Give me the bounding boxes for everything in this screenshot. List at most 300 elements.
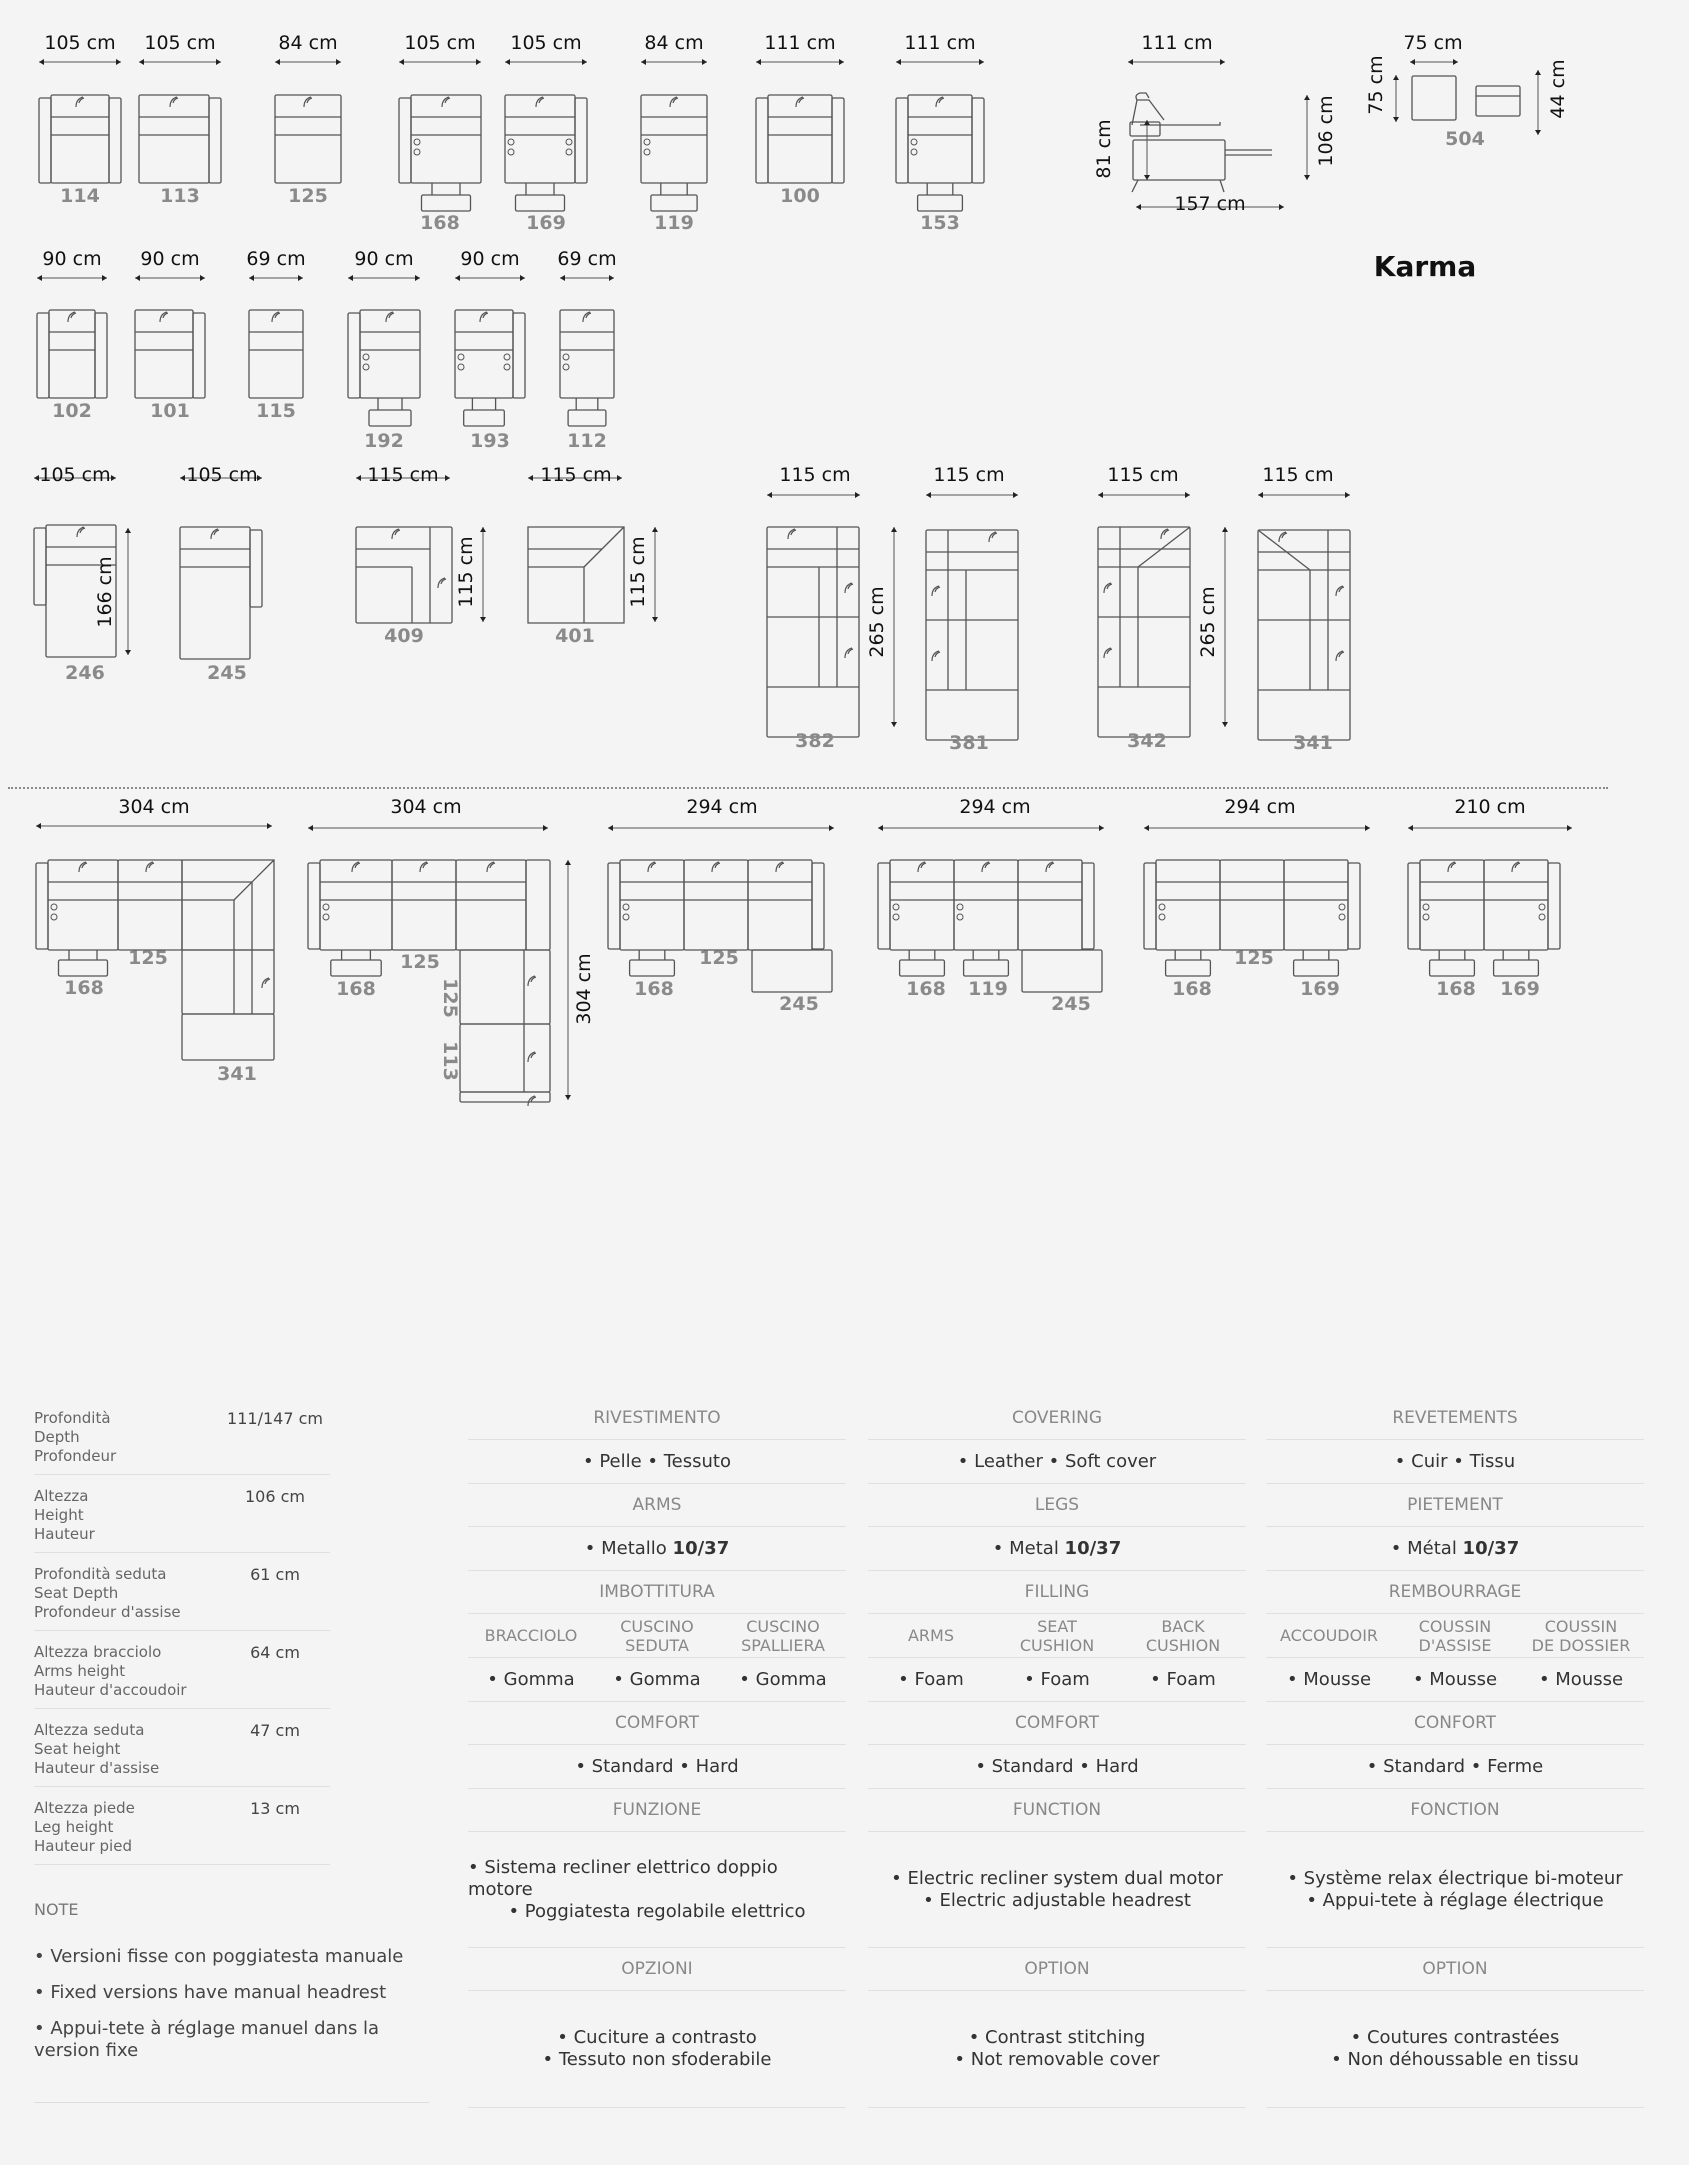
corner-arm <box>526 860 550 950</box>
module-code: 169 <box>526 212 566 234</box>
button-icon <box>1423 914 1429 920</box>
chaise-end <box>182 1014 274 1060</box>
armrest <box>1548 863 1560 949</box>
dimension-label: 210 cm <box>1454 796 1526 818</box>
spec-value: 61 cm <box>250 1565 300 1584</box>
column-italian <box>468 1397 846 2108</box>
covering-value: • Pelle • Tessuto <box>468 1440 846 1484</box>
module-code: 245 <box>1051 993 1091 1015</box>
headrest-icon <box>1104 648 1112 658</box>
module-code: 193 <box>470 430 510 452</box>
seat-module <box>890 860 954 950</box>
option-line-1: • Contrast stitching <box>968 2027 1146 2048</box>
dimension-label-vertical: 265 cm <box>866 586 888 658</box>
specs-table <box>34 1397 330 1865</box>
filling-subheaders <box>1266 1614 1644 1658</box>
module-code: 125 <box>1234 947 1274 969</box>
armrest <box>399 98 411 183</box>
filling-sub-seat: CUSCINO SEDUTA <box>620 1616 694 1655</box>
legs-material: • Métal <box>1390 1538 1463 1559</box>
spec-row <box>34 1631 330 1709</box>
spec-label: Altezza Height Hauteur <box>34 1487 95 1543</box>
button-icon <box>504 364 510 370</box>
spec-label: Profondità seduta Seat Depth Profondeur d'assise <box>34 1565 181 1621</box>
seat-module <box>135 310 193 398</box>
filling-arms-value: • Mousse <box>1286 1669 1372 1690</box>
armrest <box>39 98 51 183</box>
button-icon <box>1159 904 1165 910</box>
seat-module <box>48 860 118 950</box>
seat-module <box>51 95 109 183</box>
comfort-value: • Standard • Hard <box>868 1745 1246 1789</box>
module-code: 381 <box>949 732 989 754</box>
dimension-label: 157 cm <box>1174 193 1246 215</box>
spec-value: 47 cm <box>250 1721 300 1740</box>
spec-value: 111/147 cm <box>227 1409 323 1428</box>
covering-header: COVERING <box>868 1397 1246 1440</box>
notes-list <box>34 1946 404 2076</box>
dimension-label-vertical: 44 cm <box>1547 59 1569 119</box>
module-code: 125 <box>439 978 461 1018</box>
option-line-1: • Cuciture a contrasto <box>557 2027 757 2048</box>
dimension-label: 90 cm <box>140 248 200 270</box>
button-icon <box>911 139 917 145</box>
button-icon <box>957 914 963 920</box>
headrest-icon <box>989 532 997 542</box>
option-value <box>868 1991 1246 2108</box>
filling-values <box>468 1658 846 1702</box>
armrest <box>1408 863 1420 949</box>
headrest-icon <box>648 862 656 872</box>
footrest <box>568 410 606 426</box>
module-code: 341 <box>1293 732 1333 754</box>
module-code: 245 <box>779 993 819 1015</box>
module-code: 192 <box>364 430 404 452</box>
spec-row <box>34 1787 330 1865</box>
module-code: 113 <box>160 185 200 207</box>
filling-sub-back: CUSCINO SPALLIERA <box>741 1616 825 1655</box>
spec-value: 64 cm <box>250 1643 300 1662</box>
module-code: 246 <box>65 662 105 684</box>
seat-module <box>249 310 303 398</box>
button-icon <box>458 354 464 360</box>
corner-module <box>356 527 452 623</box>
filling-seat-value: • Mousse <box>1412 1669 1498 1690</box>
filling-arms-value: • Gomma <box>487 1669 575 1690</box>
armrest <box>1082 863 1094 949</box>
divider <box>34 2102 429 2103</box>
button-icon <box>893 904 899 910</box>
button-icon <box>51 914 57 920</box>
dimension-label-vertical: 265 cm <box>1197 586 1219 658</box>
headrest-icon <box>1161 529 1169 539</box>
seat-module <box>139 95 209 183</box>
module-code: 168 <box>336 978 376 1000</box>
spec-label: Profondità Depth Profondeur <box>34 1409 117 1465</box>
function-value <box>868 1832 1246 1948</box>
button-icon <box>1339 914 1345 920</box>
armrest <box>513 313 525 398</box>
filling-seat-value: • Foam <box>1024 1669 1090 1690</box>
module-code: 119 <box>654 212 694 234</box>
spec-value: 13 cm <box>250 1799 300 1818</box>
module-code: 168 <box>906 978 946 1000</box>
dimension-label-vertical: 166 cm <box>94 556 116 628</box>
dimension-label: 90 cm <box>42 248 102 270</box>
module-code: 168 <box>1436 978 1476 1000</box>
module-code: 168 <box>634 978 674 1000</box>
note-item: • Fixed versions have manual headrest <box>34 1982 387 2003</box>
dimension-label-vertical: 115 cm <box>455 536 477 608</box>
side-leg <box>1220 180 1224 192</box>
headrest-icon <box>304 97 312 107</box>
headrest-icon <box>1336 651 1344 661</box>
comfort-header: CONFORT <box>1266 1702 1644 1745</box>
headrest-icon <box>160 312 168 322</box>
dimension-label: 105 cm <box>144 32 216 54</box>
dimension-label: 105 cm <box>404 32 476 54</box>
button-icon <box>363 354 369 360</box>
dimension-label-vertical: 106 cm <box>1315 95 1337 167</box>
headrest-icon <box>712 862 720 872</box>
seat-module <box>505 95 575 183</box>
headrest-icon <box>932 651 940 661</box>
button-icon <box>458 364 464 370</box>
footrest <box>464 410 505 426</box>
legs-material: • Metallo <box>584 1538 673 1559</box>
button-icon <box>1423 904 1429 910</box>
button-icon <box>893 914 899 920</box>
headrest-icon <box>438 578 446 588</box>
armrest <box>34 528 46 605</box>
footrest <box>964 960 1009 976</box>
covering-value: • Leather • Soft cover <box>868 1440 1246 1484</box>
headrest-icon <box>845 583 853 593</box>
legs-code: 10/37 <box>672 1538 730 1559</box>
option-line-2: • Tessuto non sfoderabile <box>542 2049 772 2070</box>
headrest-icon <box>845 648 853 658</box>
footrest <box>900 960 945 976</box>
spec-row <box>34 1475 330 1553</box>
button-icon <box>644 139 650 145</box>
armrest <box>36 863 48 949</box>
dimension-label: 115 cm <box>1107 464 1179 486</box>
column-french <box>1266 1397 1644 2108</box>
filling-sub-arms: ARMS <box>907 1626 955 1645</box>
corner-diagonal <box>234 860 274 900</box>
footrest <box>1166 960 1211 976</box>
button-icon <box>563 354 569 360</box>
button-icon <box>623 914 629 920</box>
seat-module <box>460 1024 550 1092</box>
armrest <box>1144 863 1156 949</box>
headrest-icon <box>76 97 84 107</box>
dimension-label: 115 cm <box>367 464 439 486</box>
armrest <box>109 98 121 183</box>
headrest-icon <box>386 312 394 322</box>
module-code: 101 <box>150 400 190 422</box>
module-code: 125 <box>128 947 168 969</box>
option-value <box>468 1991 846 2108</box>
headrest-icon <box>528 976 536 986</box>
button-icon <box>957 904 963 910</box>
dimension-label: 111 cm <box>904 32 976 54</box>
button-icon <box>1539 914 1545 920</box>
headrest-icon <box>918 862 926 872</box>
module-code: 168 <box>420 212 460 234</box>
corner-chaise-outline <box>767 527 859 737</box>
seat-module <box>182 950 274 1014</box>
headrest-icon <box>932 586 940 596</box>
comfort-value: • Standard • Hard <box>468 1745 846 1789</box>
dimension-label: 294 cm <box>686 796 758 818</box>
spec-row <box>34 1397 330 1475</box>
module-code: 382 <box>795 730 835 752</box>
button-icon <box>323 904 329 910</box>
seat-module <box>620 860 684 950</box>
filling-sub-seat: SEAT CUSHION <box>1019 1616 1095 1655</box>
filling-arms-value: • Foam <box>898 1669 964 1690</box>
button-icon <box>323 914 329 920</box>
dimension-label: 115 cm <box>540 464 612 486</box>
function-line-2: • Appui-tete à réglage électrique <box>1306 1889 1604 1911</box>
spec-label: Altezza piede Leg height Hauteur pied <box>34 1799 135 1855</box>
corner-diagonal <box>584 527 624 567</box>
function-line-1: • Sistema recliner elettrico doppio motore <box>468 1856 778 1900</box>
legs-header: LEGS <box>868 1484 1246 1527</box>
headrest-icon <box>583 312 591 322</box>
module-code: 125 <box>400 951 440 973</box>
dimension-label: 105 cm <box>39 464 111 486</box>
comfort-header: COMFORT <box>868 1702 1246 1745</box>
headrest-icon <box>528 1096 536 1106</box>
button-icon <box>363 364 369 370</box>
seat-module <box>118 860 182 950</box>
button-icon <box>504 354 510 360</box>
option-line-1: • Coutures contrastées <box>1350 2027 1560 2048</box>
dimension-label: 90 cm <box>460 248 520 270</box>
dimension-label-vertical: 115 cm <box>627 536 649 608</box>
filling-sub-back: COUSSIN DE DOSSIER <box>1531 1616 1631 1655</box>
module-code: 401 <box>555 625 595 647</box>
armrest <box>896 98 908 183</box>
filling-values <box>1266 1658 1644 1702</box>
filling-sub-arms: BRACCIOLO <box>484 1626 578 1645</box>
dimension-label: 294 cm <box>959 796 1031 818</box>
filling-seat-value: • Gomma <box>613 1669 701 1690</box>
option-line-2: • Non déhoussable en tissu <box>1331 2049 1579 2070</box>
footrest <box>369 410 411 426</box>
button-icon <box>566 139 572 145</box>
dimension-label: 111 cm <box>1141 32 1213 54</box>
module-code: 245 <box>207 662 247 684</box>
seat-module <box>1420 860 1484 950</box>
headrest-icon <box>1448 862 1456 872</box>
module-code: 100 <box>780 185 820 207</box>
legs-header: PIETEMENT <box>1266 1484 1644 1527</box>
armrest <box>878 863 890 949</box>
headrest-icon <box>68 312 76 322</box>
spec-row <box>34 1709 330 1787</box>
filling-header: IMBOTTITURA <box>468 1571 846 1614</box>
spec-value: 106 cm <box>244 1487 305 1506</box>
headrest-icon <box>170 97 178 107</box>
button-icon <box>414 149 420 155</box>
note-item: • Appui-tete à réglage manuel dans la version fixe <box>34 2018 380 2061</box>
filling-subheaders <box>868 1614 1246 1658</box>
option-header: OPTION <box>1266 1948 1644 1991</box>
seat-module <box>1220 860 1284 950</box>
armrest <box>832 98 844 183</box>
headrest-icon <box>776 862 784 872</box>
corner-diagonal <box>1258 530 1310 570</box>
footrest <box>331 960 381 976</box>
module-code: 342 <box>1127 730 1167 752</box>
function-header: FUNZIONE <box>468 1789 846 1832</box>
note-title: NOTE <box>34 1900 79 1919</box>
seat-module <box>748 860 812 950</box>
legs-code: 10/37 <box>1462 1538 1520 1559</box>
dimension-label: 75 cm <box>1403 32 1463 54</box>
seat-module <box>455 310 513 398</box>
module-code: 113 <box>439 1041 461 1081</box>
column-english <box>868 1397 1246 2108</box>
filling-subheaders <box>468 1614 846 1658</box>
filling-sub-seat: COUSSIN D'ASSISE <box>1418 1616 1492 1655</box>
seat-module <box>392 860 456 950</box>
armrest <box>250 530 262 607</box>
button-icon <box>1539 904 1545 910</box>
dimension-label: 304 cm <box>390 796 462 818</box>
seat-module <box>456 860 526 950</box>
dimension-label: 90 cm <box>354 248 414 270</box>
dimension-label: 115 cm <box>933 464 1005 486</box>
dimension-label: 84 cm <box>278 32 338 54</box>
module-code: 125 <box>288 185 328 207</box>
headrest-icon <box>788 529 796 539</box>
chaise-extension <box>1022 950 1102 992</box>
function-header: FUNCTION <box>868 1789 1246 1832</box>
filling-back-value: • Gomma <box>739 1669 827 1690</box>
button-icon <box>644 149 650 155</box>
dimension-label: 115 cm <box>1262 464 1334 486</box>
seat-module <box>641 95 707 183</box>
note-item: • Versioni fisse con poggiatesta manuale <box>34 1946 404 1967</box>
module-code: 119 <box>968 978 1008 1000</box>
seat-module <box>1484 860 1548 950</box>
module-code: 169 <box>1300 978 1340 1000</box>
function-line-1: • Electric recliner system dual motor <box>891 1867 1223 1889</box>
covering-header: RIVESTIMENTO <box>468 1397 846 1440</box>
function-value <box>468 1832 846 1948</box>
module-code: 168 <box>1172 978 1212 1000</box>
spec-label: Altezza seduta Seat height Hauteur d'assise <box>34 1721 160 1777</box>
seat-module <box>954 860 1018 950</box>
module-code: 115 <box>256 400 296 422</box>
headrest-icon <box>536 97 544 107</box>
armrest <box>1348 863 1360 949</box>
footrest <box>422 195 471 211</box>
headrest-icon <box>146 862 154 872</box>
armrest <box>756 98 768 183</box>
headrest-icon <box>528 1052 536 1062</box>
module-code: 168 <box>64 977 104 999</box>
module-code: 153 <box>920 212 960 234</box>
headrest-icon <box>272 312 280 322</box>
corner-diagonal <box>1138 527 1190 567</box>
brand-title: Karma <box>1373 250 1477 283</box>
module-code: 112 <box>567 430 607 452</box>
dimension-label: 115 cm <box>779 464 851 486</box>
headrest-icon <box>487 862 495 872</box>
side-leg <box>1132 180 1138 192</box>
headrest-icon <box>1279 532 1287 542</box>
dimension-label: 105 cm <box>510 32 582 54</box>
seat-module <box>1284 860 1348 950</box>
function-header: FONCTION <box>1266 1789 1644 1832</box>
filling-back-value: • Foam <box>1150 1669 1216 1690</box>
seat-module <box>1018 860 1082 950</box>
filling-sub-arms: ACCOUDOIR <box>1279 1626 1379 1645</box>
headrest-icon <box>936 97 944 107</box>
function-line-2: • Electric adjustable headrest <box>923 1889 1191 1911</box>
footrest <box>1430 960 1475 976</box>
button-icon <box>508 149 514 155</box>
footrest <box>59 960 108 976</box>
headrest-icon <box>1512 862 1520 872</box>
corner-chaise-outline <box>1098 527 1190 737</box>
filling-header: REMBOURRAGE <box>1266 1571 1644 1614</box>
headrest-icon <box>670 97 678 107</box>
headrest-icon <box>982 862 990 872</box>
armrest <box>972 98 984 183</box>
legs-header: ARMS <box>468 1484 846 1527</box>
module-code: 341 <box>217 1063 257 1085</box>
option-line-2: • Not removable cover <box>954 2049 1160 2070</box>
legs-value <box>868 1527 1246 1571</box>
button-icon <box>566 149 572 155</box>
chaise-module <box>180 527 250 659</box>
armrest <box>348 313 360 398</box>
module-code: 409 <box>384 625 424 647</box>
base-strip <box>460 1092 550 1102</box>
footrest <box>651 195 697 211</box>
section-divider <box>8 787 1608 789</box>
module-code: 114 <box>60 185 100 207</box>
dimension-label-vertical: 81 cm <box>1093 119 1115 179</box>
armrest <box>37 313 49 398</box>
headrest-icon <box>1104 583 1112 593</box>
function-value <box>1266 1832 1644 1948</box>
armrest <box>812 863 824 949</box>
button-icon <box>51 904 57 910</box>
seat-module <box>320 860 392 950</box>
button-icon <box>508 139 514 145</box>
dimension-label: 105 cm <box>44 32 116 54</box>
headrest-icon <box>1336 586 1344 596</box>
footrest <box>918 195 963 211</box>
seat-module <box>1156 860 1220 950</box>
headrest-icon <box>352 862 360 872</box>
armrest <box>608 863 620 949</box>
filling-values <box>868 1658 1246 1702</box>
option-value <box>1266 1991 1644 2108</box>
filling-header: FILLING <box>868 1571 1246 1614</box>
headrest-icon <box>480 312 488 322</box>
dimension-label: 84 cm <box>644 32 704 54</box>
filling-sub-back: BACK CUSHION <box>1145 1616 1221 1655</box>
seat-module <box>49 310 95 398</box>
